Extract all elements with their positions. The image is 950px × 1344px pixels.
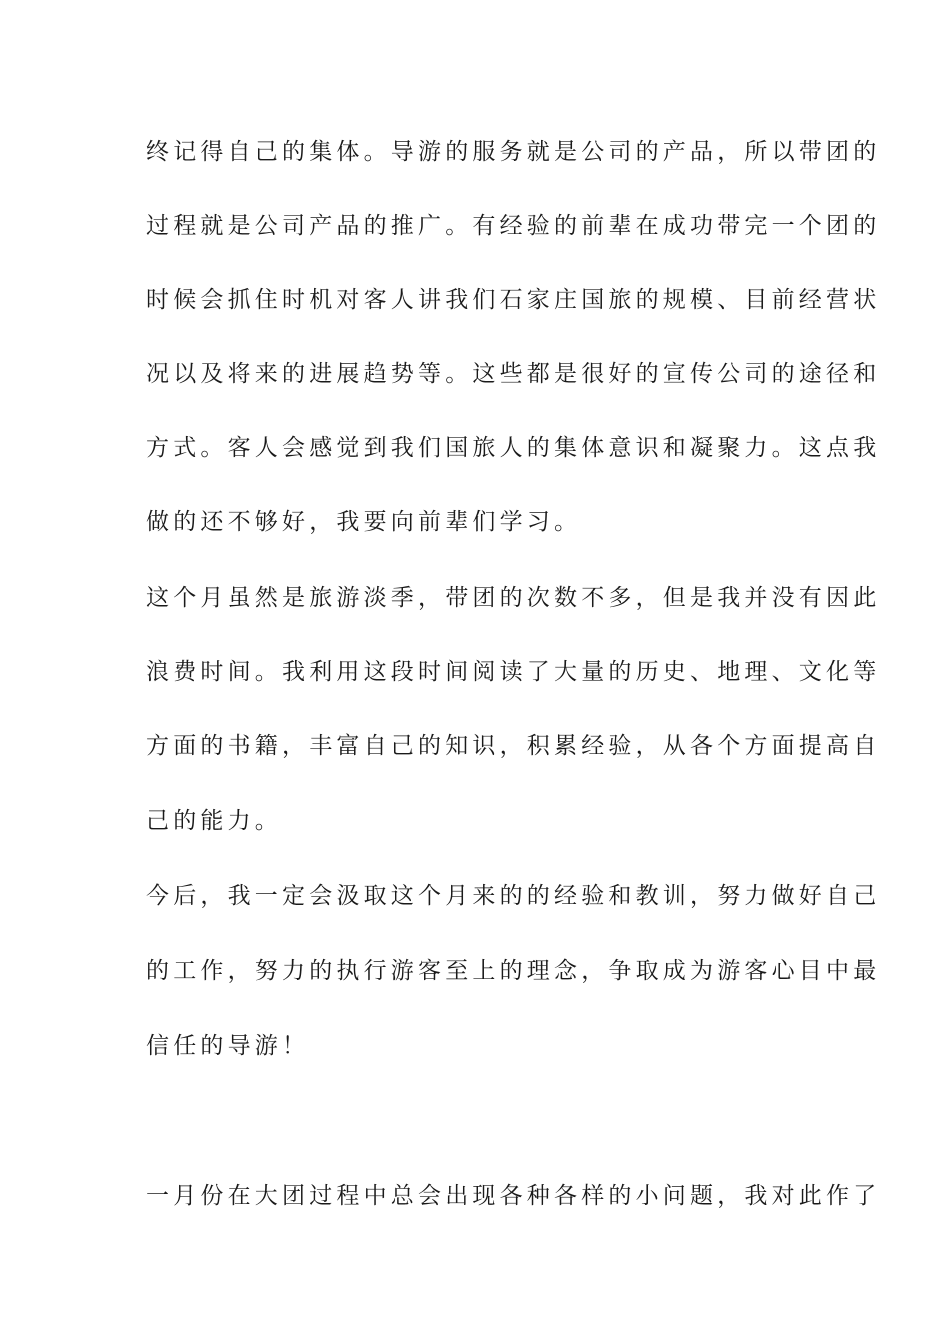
text-line: 一月份在大团过程中总会出现各种各样的小问题，我对此作了: [146, 1183, 881, 1209]
text-line: 的工作，努力的执行游客至上的理念，争取成为游客心目中最: [146, 958, 881, 984]
text-line: 方式。客人会感觉到我们国旅人的集体意识和凝聚力。这点我: [146, 435, 881, 461]
text-line: 信任的导游！: [146, 1033, 310, 1059]
text-line: 况以及将来的进展趋势等。这些都是很好的宣传公司的途径和: [146, 361, 881, 387]
text-line: 这个月虽然是旅游淡季，带团的次数不多，但是我并没有因此: [146, 585, 881, 611]
text-line: 方面的书籍，丰富自己的知识，积累经验，从各个方面提高自: [146, 733, 881, 759]
text-line: 做的还不够好，我要向前辈们学习。: [146, 509, 582, 535]
text-line: 今后，我一定会汲取这个月来的的经验和教训，努力做好自己: [146, 883, 881, 909]
text-line: 浪费时间。我利用这段时间阅读了大量的历史、地理、文化等: [146, 659, 881, 685]
text-line: 己的能力。: [146, 808, 282, 834]
text-line: 过程就是公司产品的推广。有经验的前辈在成功带完一个团的: [146, 213, 881, 239]
text-line: 时候会抓住时机对客人讲我们石家庄国旅的规模、目前经营状: [146, 287, 881, 313]
text-line: 终记得自己的集体。导游的服务就是公司的产品，所以带团的: [146, 139, 881, 165]
